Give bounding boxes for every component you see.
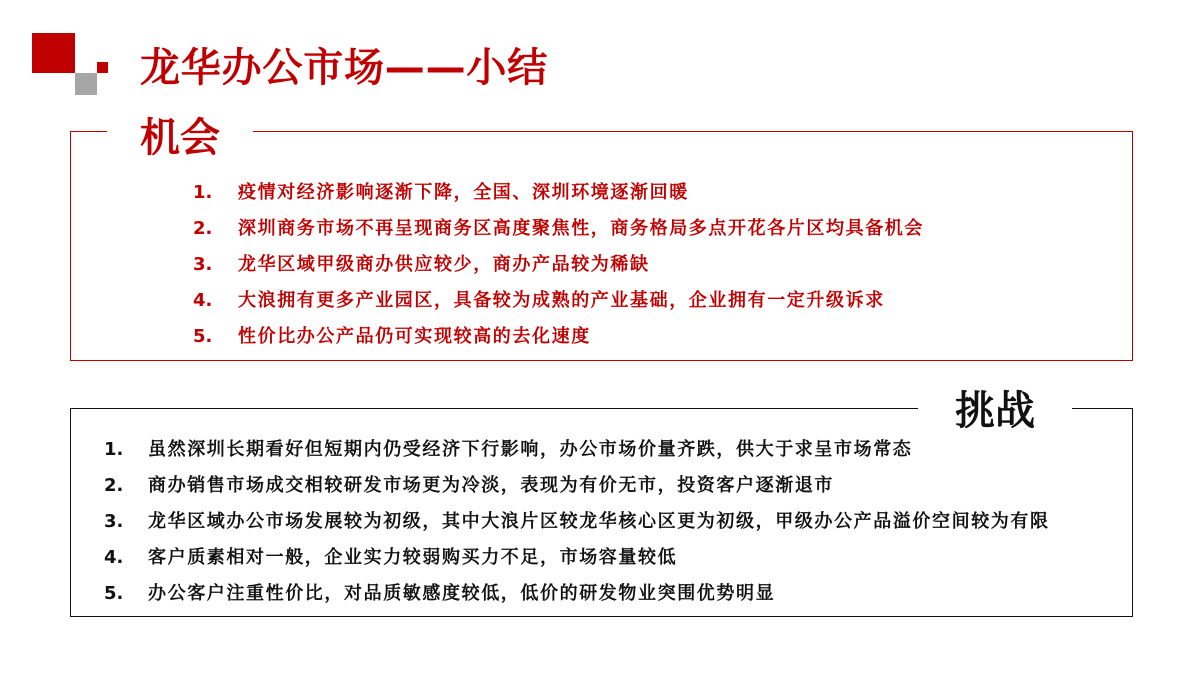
item-text: 疫情对经济影响逐渐下降，全国、深圳环境逐渐回暖 — [238, 182, 689, 203]
logo-red-square — [32, 33, 75, 73]
logo-small-red-square — [97, 62, 108, 73]
item-number: 2. — [193, 218, 213, 239]
item-text: 商办销售市场成交相较研发市场更为冷淡，表现为有价无市，投资客户逐渐退市 — [148, 475, 834, 496]
item-number: 2. — [104, 475, 124, 496]
item-number: 4. — [104, 547, 124, 568]
opportunities-heading: 机会 — [107, 118, 253, 158]
slide-title: 龙华办公市场——小结 — [140, 45, 548, 91]
challenges-heading: 挑战 — [918, 391, 1072, 431]
item-number: 1. — [193, 182, 213, 203]
item-number: 3. — [104, 511, 124, 532]
item-number: 4. — [193, 290, 213, 311]
item-text: 大浪拥有更多产业园区，具备较为成熟的产业基础，企业拥有一定升级诉求 — [238, 290, 885, 311]
item-text: 办公客户注重性价比，对品质敏感度较低，低价的研发物业突围优势明显 — [148, 583, 776, 604]
item-text: 深圳商务市场不再呈现商务区高度聚焦性，商务格局多点开花各片区均具备机会 — [238, 218, 924, 239]
item-text: 龙华区域办公市场发展较为初级，其中大浪片区较龙华核心区更为初级，甲级办公产品溢价空间较为有限 — [148, 511, 1050, 532]
item-number: 5. — [193, 326, 213, 347]
item-text: 龙华区域甲级商办供应较少，商办产品较为稀缺 — [238, 254, 650, 275]
item-text: 虽然深圳长期看好但短期内仍受经济下行影响，办公市场价量齐跌，供大于求呈市场常态 — [148, 439, 913, 460]
item-number: 5. — [104, 583, 124, 604]
item-number: 3. — [193, 254, 213, 275]
item-text: 性价比办公产品仍可实现较高的去化速度 — [238, 326, 591, 347]
item-text: 客户质素相对一般，企业实力较弱购买力不足，市场容量较低 — [148, 547, 678, 568]
logo-grey-square — [75, 73, 97, 95]
item-number: 1. — [104, 439, 124, 460]
